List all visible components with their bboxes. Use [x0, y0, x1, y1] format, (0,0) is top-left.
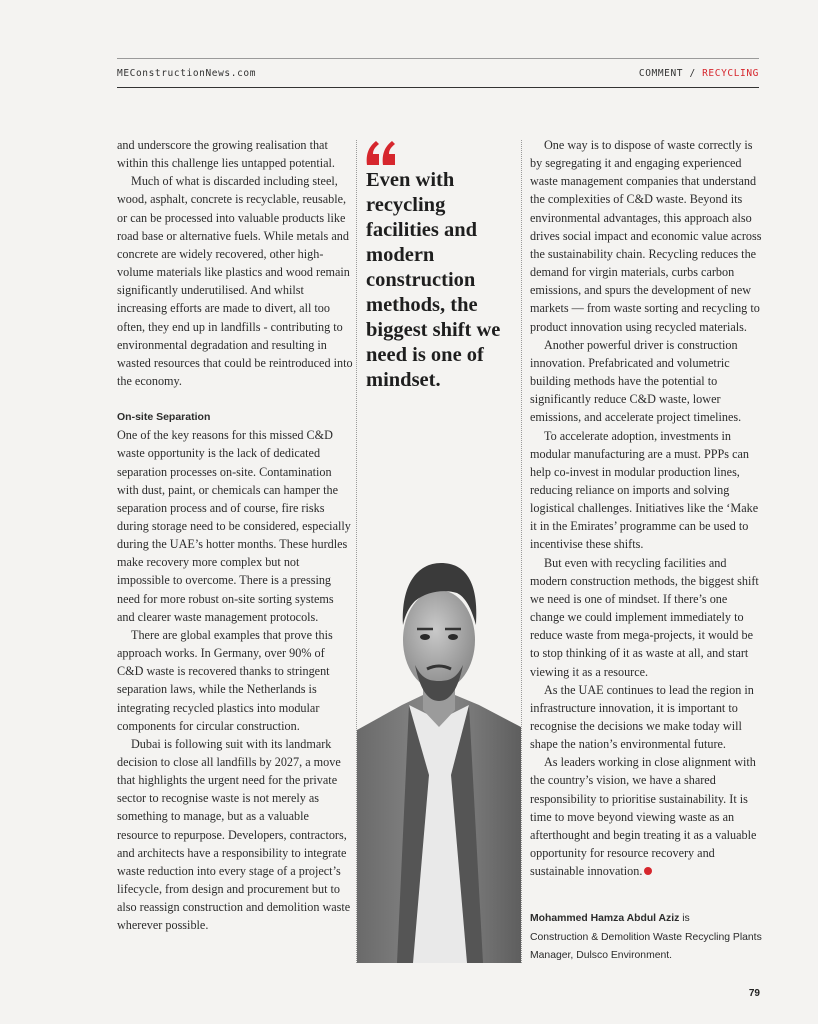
paragraph: One way is to dispose of waste correctly is by segregating it and engaging experienced waste management companies that understand the complexities of C&D waste. Beyond its environmental advantages, this approach also drives social impact and economic value across the sustainability chain. Recycling reduces the demand for virgin materials, curbs carbon emissions, and spurs the development of new markets — from waste sorting and recycling to product innovation using recycled materials. — [530, 138, 762, 334]
subheading: On-site Separation — [117, 411, 211, 424]
page-number: 79 — [748, 988, 760, 999]
author-role: Construction & Demolition Waste Recycling Plants Manager, Dulsco Environment. — [530, 931, 762, 961]
section-separator: / — [683, 68, 703, 79]
quote-mark-icon — [365, 137, 399, 167]
author-name: Mohammed Hamza Abdul Aziz — [530, 913, 680, 924]
section-name: COMMENT — [638, 68, 684, 79]
section-label — [639, 68, 759, 79]
paragraph: To accelerate adoption, investments in modular manufacturing are a must. PPPs can help co-invest in modular production lines, reducing reliance on imports and solving logistical challenges. Initiatives like the ‘Make it in the Emirates’ programme can be used to incentivise these shifts. — [530, 428, 759, 552]
left-column — [117, 136, 353, 935]
running-header — [117, 58, 759, 88]
site-name: MEConstructionNews.com — [117, 68, 257, 79]
pull-quote: Even with recycling facilities and modern construction methods, the biggest shift we need is one of mindset. — [366, 169, 501, 391]
paragraph: There are global examples that prove this approach works. In Germany, over 90% of C&D waste is recovered thanks to stringent separation laws, while the Netherlands is integrating recycled plastics into modular components for circular construction. — [117, 627, 333, 733]
paragraph: As the UAE continues to lead the region in infrastructure innovation, it is important to recognise the decisions we make today will shape the nation’s environmental future. — [530, 682, 754, 752]
paragraph: But even with recycling facilities and modern construction methods, the biggest shift we need is one of mindset. If there’s one change we could implement immediately to reduce waste from mega-projects, it would be to stop thinking of it as waste at all, and start viewing it as a resource. — [530, 555, 759, 679]
end-mark-icon — [644, 867, 652, 875]
column-divider — [521, 140, 522, 963]
paragraph — [530, 753, 762, 880]
section-category: RECYCLING — [702, 68, 759, 79]
paragraph: Another powerful driver is construction innovation. Prefabricated and volumetric building methods have the potential to significantly reduce C&D waste, lower emissions, and accelerate project timelines. — [530, 337, 742, 425]
author-byline — [530, 910, 762, 966]
paragraph: Much of what is discarded including steel, wood, asphalt, concrete is recyclable, reusable, or can be processed into valuable products like road base or alternative fuels. While metals and concrete are widely recovered, other high-volume materials like plastics and wood remain significantly underutilised. And whilst increasing efforts are made to divert, all too often, they end up in landfills - contributing to environmental degradation and resulting in wasted resources that could be reintroduced into the economy. — [117, 174, 353, 389]
right-column — [530, 136, 762, 880]
paragraph-text: As leaders working in close alignment with the country’s vision, we have a shared responsibility to prioritise sustainability. It is time to move beyond viewing waste as an afterthought and begin treating it as a valuable opportunity for resource recovery and sustainable innovation. — [530, 755, 757, 879]
paragraph: Dubai is following suit with its landmark decision to close all landfills by 2027, a move that highlights the urgent need for the private sector to recognise waste is not merely as something to manage, but as a valuable resource to repurpose. Developers, contractors, and architects have a responsibility to integrate waste reduction into every stage of a project’s lifecycle, from design and procurement but to also reassign construction and demolition waste wherever possible. — [117, 736, 351, 933]
author-portrait — [357, 545, 521, 963]
byline-connector: is — [679, 913, 690, 924]
paragraph: and underscore the growing realisation that within this challenge lies untapped potential. — [117, 138, 335, 171]
paragraph: One of the key reasons for this missed C&D waste opportunity is the lack of dedicated separation processes on-site. Contamination with dust, paint, or chemicals can hamper the separation process and of course, fire risks during storage need to be considered, especially during the UAE’s hotter months. These hurdles make recovery more complex but not impossible to overcome. There is a pressing need for more robust on-site sorting systems and clearer waste management protocols. — [117, 428, 351, 624]
